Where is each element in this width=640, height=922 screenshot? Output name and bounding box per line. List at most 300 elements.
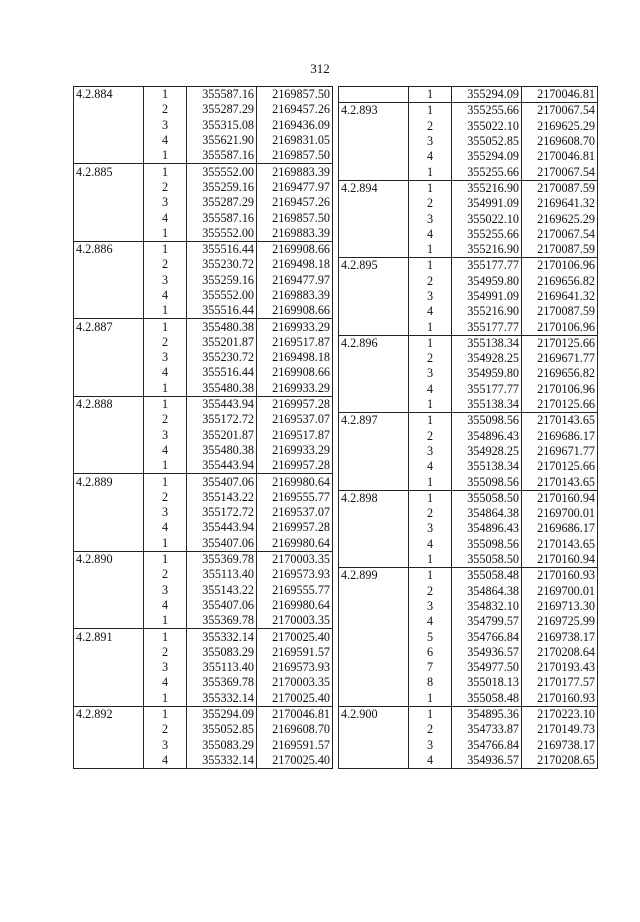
coord-y: 2169908.66 <box>257 365 333 380</box>
coord-x: 355516.44 <box>187 303 257 319</box>
coord-y: 2169857.50 <box>257 210 333 225</box>
parcel-id <box>74 645 144 660</box>
coord-x: 355294.09 <box>452 149 522 164</box>
table-row <box>339 413 598 429</box>
parcel-id <box>74 660 144 675</box>
point-number: 4 <box>144 133 187 148</box>
point-number: 4 <box>409 382 452 397</box>
parcel-id <box>339 289 409 304</box>
table-row <box>74 645 333 660</box>
table-row <box>339 506 598 521</box>
point-number: 4 <box>144 365 187 380</box>
coord-x: 355407.06 <box>187 474 257 490</box>
table-row <box>339 87 598 103</box>
coord-x: 355255.66 <box>452 103 522 119</box>
point-number: 1 <box>144 458 187 474</box>
coord-x: 355480.38 <box>187 443 257 458</box>
table-row <box>74 273 333 288</box>
parcel-id <box>339 645 409 660</box>
parcel-id: 4.2.892 <box>74 706 144 722</box>
coord-x: 355216.90 <box>452 304 522 319</box>
point-number: 4 <box>409 227 452 242</box>
parcel-id <box>74 381 144 397</box>
coord-x: 355058.50 <box>452 552 522 568</box>
table-row <box>74 87 333 103</box>
parcel-id <box>74 722 144 737</box>
point-number: 3 <box>144 660 187 675</box>
table-row <box>339 304 598 319</box>
table-row <box>74 241 333 257</box>
coord-y: 2169980.64 <box>257 536 333 552</box>
table-row <box>74 490 333 505</box>
table-row <box>339 351 598 366</box>
parcel-id: 4.2.885 <box>74 164 144 180</box>
coord-y: 2169980.64 <box>257 598 333 613</box>
parcel-id <box>339 429 409 444</box>
coord-x: 355294.09 <box>187 706 257 722</box>
coord-y: 2170106.96 <box>522 258 598 274</box>
coord-y: 2170025.40 <box>257 753 333 769</box>
coord-x: 355332.14 <box>187 753 257 769</box>
coord-y: 2169573.93 <box>257 660 333 675</box>
point-number: 2 <box>144 412 187 427</box>
point-number: 4 <box>144 443 187 458</box>
parcel-id <box>74 737 144 752</box>
table-row <box>74 303 333 319</box>
coord-y: 2169980.64 <box>257 474 333 490</box>
point-number: 1 <box>144 148 187 164</box>
table-row <box>74 675 333 690</box>
table-row <box>74 520 333 535</box>
coord-y: 2170067.54 <box>522 103 598 119</box>
coord-y: 2170177.57 <box>522 675 598 690</box>
parcel-id <box>74 583 144 598</box>
parcel-id <box>74 350 144 365</box>
coord-x: 355216.90 <box>452 180 522 196</box>
table-row <box>74 567 333 582</box>
coord-y: 2170087.59 <box>522 304 598 319</box>
point-number: 3 <box>409 737 452 752</box>
point-number: 3 <box>409 444 452 459</box>
parcel-id <box>74 195 144 210</box>
table-row <box>339 521 598 536</box>
coord-x: 355443.94 <box>187 396 257 412</box>
parcel-id <box>339 119 409 134</box>
coord-x: 355332.14 <box>187 629 257 645</box>
parcel-id: 4.2.896 <box>339 335 409 351</box>
coord-y: 2169857.50 <box>257 87 333 103</box>
point-number: 4 <box>409 149 452 164</box>
point-number: 3 <box>144 428 187 443</box>
coord-x: 354766.84 <box>452 737 522 752</box>
point-number: 7 <box>409 660 452 675</box>
table-row <box>339 366 598 381</box>
point-number: 2 <box>144 645 187 660</box>
coord-x: 355201.87 <box>187 428 257 443</box>
parcel-id <box>74 273 144 288</box>
coord-x: 354991.09 <box>452 289 522 304</box>
parcel-id <box>74 288 144 303</box>
table-row <box>74 180 333 195</box>
parcel-id <box>339 584 409 599</box>
coord-y: 2169517.87 <box>257 335 333 350</box>
point-number: 5 <box>409 629 452 644</box>
coord-y: 2169883.39 <box>257 164 333 180</box>
parcel-id <box>339 351 409 366</box>
parcel-id <box>74 365 144 380</box>
coord-x: 355480.38 <box>187 381 257 397</box>
parcel-id <box>339 459 409 474</box>
point-number: 4 <box>144 520 187 535</box>
coord-y: 2169957.28 <box>257 458 333 474</box>
coord-x: 355022.10 <box>452 119 522 134</box>
parcel-id: 4.2.886 <box>74 241 144 257</box>
point-number: 2 <box>144 335 187 350</box>
table-row <box>74 381 333 397</box>
coord-x: 355018.13 <box>452 675 522 690</box>
coord-y: 2169957.28 <box>257 396 333 412</box>
coord-x: 355516.44 <box>187 241 257 257</box>
point-number: 4 <box>144 288 187 303</box>
table-row <box>74 335 333 350</box>
coord-x: 355138.34 <box>452 397 522 413</box>
table-row <box>74 396 333 412</box>
coord-y: 2170160.93 <box>522 568 598 584</box>
coord-y: 2170003.35 <box>257 551 333 567</box>
parcel-id: 4.2.887 <box>74 319 144 335</box>
coord-x: 355143.22 <box>187 490 257 505</box>
table-row <box>339 103 598 119</box>
coord-y: 2169641.32 <box>522 289 598 304</box>
point-number: 1 <box>144 396 187 412</box>
parcel-id: 4.2.889 <box>74 474 144 490</box>
parcel-id <box>339 506 409 521</box>
point-number: 1 <box>409 180 452 196</box>
coord-x: 355407.06 <box>187 598 257 613</box>
table-row <box>339 319 598 335</box>
point-number: 6 <box>409 645 452 660</box>
point-number: 8 <box>409 675 452 690</box>
coord-x: 354928.25 <box>452 444 522 459</box>
coord-x: 355407.06 <box>187 536 257 552</box>
coord-x: 355552.00 <box>187 164 257 180</box>
coord-y: 2170125.66 <box>522 397 598 413</box>
table-row <box>339 459 598 474</box>
point-number: 4 <box>409 537 452 552</box>
point-number: 1 <box>409 691 452 707</box>
point-number: 1 <box>409 335 452 351</box>
coord-y: 2170149.73 <box>522 722 598 737</box>
coord-y: 2170160.93 <box>522 691 598 707</box>
point-number: 2 <box>409 429 452 444</box>
coord-x: 355369.78 <box>187 551 257 567</box>
table-row <box>339 584 598 599</box>
point-number: 3 <box>409 289 452 304</box>
parcel-id: 4.2.897 <box>339 413 409 429</box>
coord-y: 2169608.70 <box>257 722 333 737</box>
table-row <box>74 195 333 210</box>
parcel-id <box>339 397 409 413</box>
parcel-id <box>339 599 409 614</box>
parcel-id <box>339 149 409 164</box>
coord-y: 2170046.81 <box>522 149 598 164</box>
coord-y: 2169477.97 <box>257 273 333 288</box>
table-row <box>339 382 598 397</box>
parcel-id <box>74 505 144 520</box>
table-row <box>339 258 598 274</box>
point-number: 1 <box>144 241 187 257</box>
coord-x: 355177.77 <box>452 319 522 335</box>
parcel-id <box>74 335 144 350</box>
coord-y: 2170143.65 <box>522 413 598 429</box>
coord-y: 2169517.87 <box>257 428 333 443</box>
coord-y: 2170025.40 <box>257 691 333 707</box>
coord-y: 2170046.81 <box>522 87 598 103</box>
table-row <box>74 164 333 180</box>
point-number: 2 <box>409 274 452 289</box>
parcel-id <box>339 444 409 459</box>
coord-x: 355480.38 <box>187 319 257 335</box>
parcel-id <box>339 737 409 752</box>
table-row <box>339 444 598 459</box>
coord-y: 2170125.66 <box>522 459 598 474</box>
table-row <box>74 133 333 148</box>
coord-x: 355113.40 <box>187 660 257 675</box>
point-number: 1 <box>409 474 452 490</box>
coord-x: 355516.44 <box>187 365 257 380</box>
coord-y: 2170106.96 <box>522 382 598 397</box>
right-coordinate-table <box>338 86 598 769</box>
coord-y: 2169555.77 <box>257 583 333 598</box>
parcel-id: 4.2.899 <box>339 568 409 584</box>
coord-y: 2169933.29 <box>257 443 333 458</box>
coord-y: 2169738.17 <box>522 737 598 752</box>
point-number: 3 <box>409 134 452 149</box>
coord-x: 354991.09 <box>452 196 522 211</box>
coord-x: 355255.66 <box>452 227 522 242</box>
coord-y: 2169573.93 <box>257 567 333 582</box>
coord-y: 2169671.77 <box>522 351 598 366</box>
table-row <box>339 227 598 242</box>
table-row <box>74 753 333 769</box>
coord-y: 2169725.99 <box>522 614 598 629</box>
table-row <box>74 536 333 552</box>
table-row <box>74 613 333 629</box>
table-row <box>74 226 333 242</box>
table-row <box>74 118 333 133</box>
parcel-id <box>339 660 409 675</box>
parcel-id <box>74 691 144 707</box>
parcel-id: 4.2.898 <box>339 490 409 506</box>
point-number: 1 <box>144 164 187 180</box>
coord-x: 355294.09 <box>452 87 522 103</box>
table-row <box>74 365 333 380</box>
parcel-id <box>74 753 144 769</box>
parcel-id <box>74 226 144 242</box>
parcel-id <box>339 474 409 490</box>
table-row <box>74 598 333 613</box>
parcel-id <box>339 319 409 335</box>
point-number: 1 <box>144 319 187 335</box>
coord-x: 355172.72 <box>187 505 257 520</box>
point-number: 4 <box>409 753 452 769</box>
coord-y: 2169498.18 <box>257 257 333 272</box>
coord-x: 355058.48 <box>452 568 522 584</box>
coord-y: 2169625.29 <box>522 119 598 134</box>
parcel-id <box>339 382 409 397</box>
coord-y: 2170143.65 <box>522 537 598 552</box>
point-number: 3 <box>409 521 452 536</box>
point-number: 3 <box>144 737 187 752</box>
table-row <box>74 443 333 458</box>
coord-x: 355201.87 <box>187 335 257 350</box>
point-number: 1 <box>409 87 452 103</box>
parcel-id: 4.2.895 <box>339 258 409 274</box>
coord-y: 2169883.39 <box>257 288 333 303</box>
table-row <box>74 148 333 164</box>
coord-y: 2169738.17 <box>522 629 598 644</box>
coord-y: 2170125.66 <box>522 335 598 351</box>
coord-x: 355587.16 <box>187 148 257 164</box>
parcel-id <box>74 102 144 117</box>
coord-y: 2169713.30 <box>522 599 598 614</box>
coord-y: 2169625.29 <box>522 211 598 226</box>
coord-y: 2169537.07 <box>257 412 333 427</box>
table-row <box>74 319 333 335</box>
table-row <box>339 242 598 258</box>
table-row <box>339 645 598 660</box>
table-row <box>339 397 598 413</box>
coord-y: 2169686.17 <box>522 521 598 536</box>
table-row <box>339 552 598 568</box>
coord-y: 2170106.96 <box>522 319 598 335</box>
point-number: 4 <box>144 753 187 769</box>
point-number: 1 <box>144 474 187 490</box>
coord-x: 355113.40 <box>187 567 257 582</box>
coord-x: 354977.50 <box>452 660 522 675</box>
table-row <box>339 119 598 134</box>
parcel-id <box>339 164 409 180</box>
parcel-id <box>339 691 409 707</box>
point-number: 2 <box>144 257 187 272</box>
coord-x: 355138.34 <box>452 459 522 474</box>
coord-y: 2169498.18 <box>257 350 333 365</box>
coord-y: 2169608.70 <box>522 134 598 149</box>
coord-y: 2169457.26 <box>257 102 333 117</box>
parcel-id <box>339 366 409 381</box>
parcel-id <box>339 134 409 149</box>
table-row <box>74 428 333 443</box>
coord-x: 355587.16 <box>187 210 257 225</box>
coord-y: 2170223.10 <box>522 706 598 722</box>
table-row <box>339 289 598 304</box>
coord-x: 355098.56 <box>452 537 522 552</box>
coord-x: 355177.77 <box>452 258 522 274</box>
point-number: 3 <box>409 211 452 226</box>
parcel-id <box>339 722 409 737</box>
coord-x: 355216.90 <box>452 242 522 258</box>
coord-x: 355315.08 <box>187 118 257 133</box>
parcel-id <box>339 227 409 242</box>
point-number: 3 <box>144 118 187 133</box>
point-number: 3 <box>409 366 452 381</box>
coord-x: 354959.80 <box>452 274 522 289</box>
table-row <box>339 753 598 769</box>
coord-x: 354864.38 <box>452 506 522 521</box>
parcel-id <box>339 537 409 552</box>
table-row <box>339 537 598 552</box>
point-number: 3 <box>144 505 187 520</box>
table-row <box>339 568 598 584</box>
table-row <box>74 257 333 272</box>
parcel-id <box>339 753 409 769</box>
point-number: 1 <box>144 691 187 707</box>
point-number: 1 <box>144 613 187 629</box>
parcel-id <box>339 614 409 629</box>
parcel-id <box>339 521 409 536</box>
parcel-id <box>339 629 409 644</box>
coord-x: 354832.10 <box>452 599 522 614</box>
point-number: 2 <box>409 506 452 521</box>
coord-y: 2169591.57 <box>257 645 333 660</box>
parcel-id <box>74 303 144 319</box>
parcel-id <box>74 443 144 458</box>
coord-x: 354733.87 <box>452 722 522 737</box>
parcel-id <box>74 133 144 148</box>
table-row <box>74 210 333 225</box>
table-row <box>74 458 333 474</box>
parcel-id <box>339 552 409 568</box>
parcel-id <box>74 536 144 552</box>
coord-x: 355138.34 <box>452 335 522 351</box>
coord-x: 355621.90 <box>187 133 257 148</box>
point-number: 4 <box>409 304 452 319</box>
point-number: 1 <box>409 490 452 506</box>
point-number: 1 <box>144 536 187 552</box>
table-row <box>339 660 598 675</box>
point-number: 2 <box>144 180 187 195</box>
table-row <box>339 149 598 164</box>
point-number: 1 <box>144 87 187 103</box>
coord-y: 2169641.32 <box>522 196 598 211</box>
coord-y: 2170193.43 <box>522 660 598 675</box>
coord-x: 355259.16 <box>187 273 257 288</box>
parcel-id: 4.2.890 <box>74 551 144 567</box>
parcel-id <box>74 520 144 535</box>
coord-x: 355443.94 <box>187 520 257 535</box>
coord-y: 2169656.82 <box>522 366 598 381</box>
table-row <box>74 102 333 117</box>
point-number: 3 <box>144 195 187 210</box>
parcel-id <box>339 242 409 258</box>
coord-x: 355083.29 <box>187 737 257 752</box>
parcel-id: 4.2.891 <box>74 629 144 645</box>
point-number: 1 <box>409 319 452 335</box>
parcel-id <box>74 567 144 582</box>
coord-x: 354896.43 <box>452 429 522 444</box>
coord-x: 355332.14 <box>187 691 257 707</box>
parcel-id: 4.2.900 <box>339 706 409 722</box>
coord-x: 354936.57 <box>452 753 522 769</box>
point-number: 2 <box>409 584 452 599</box>
point-number: 1 <box>144 551 187 567</box>
coord-x: 355443.94 <box>187 458 257 474</box>
coord-x: 355259.16 <box>187 180 257 195</box>
parcel-id <box>339 304 409 319</box>
point-number: 1 <box>409 413 452 429</box>
coord-x: 355052.85 <box>187 722 257 737</box>
coord-y: 2170160.94 <box>522 552 598 568</box>
